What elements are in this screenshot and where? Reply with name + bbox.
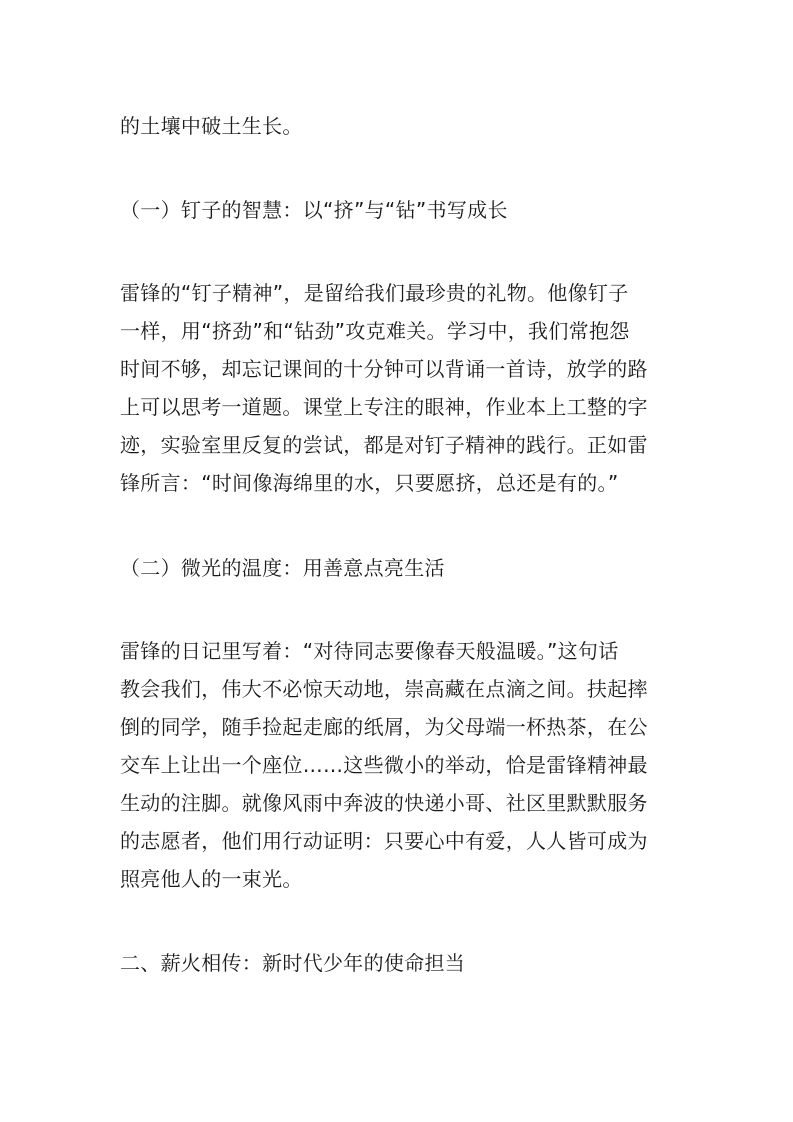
intro-tail-text: 的土壤中破土生长。	[120, 114, 303, 138]
paragraph-line: 交车上让出一个座位……这些微小的举动，恰是雷锋精神最	[120, 753, 648, 777]
paragraph-line: 迹，实验室里反复的尝试，都是对钉子精神的践行。正如雷	[120, 433, 648, 457]
paragraph-line: 时间不够，却忘记课间的十分钟可以背诵一首诗，放学的路	[120, 357, 648, 381]
paragraph-line: 雷锋的“钉子精神”，是留给我们最珍贵的礼物。他像钉子	[120, 281, 629, 305]
paragraph-line: 锋所言：“时间像海绵里的水，只要愿挤，总还是有的。”	[120, 471, 619, 495]
paragraph-line: 雷锋的日记里写着：“对待同志要像春天般温暖。”这句话	[120, 639, 619, 663]
section-two-heading: （二）微光的温度：用善意点亮生活	[120, 556, 445, 580]
paragraph-line: 教会我们，伟大不必惊天动地，崇高藏在点滴之间。扶起摔	[120, 677, 648, 701]
paragraph-line: 生动的注脚。就像风雨中奔波的快递小哥、社区里默默服务	[120, 791, 648, 815]
paragraph-line: 的志愿者，他们用行动证明：只要心中有爱，人人皆可成为	[120, 829, 648, 853]
paragraph-line: 上可以思考一道题。课堂上专注的眼神，作业本上工整的字	[120, 395, 648, 419]
part-two-heading: 二、薪火相传：新时代少年的使命担当	[120, 951, 466, 975]
paragraph-line: 倒的同学，随手捡起走廊的纸屑，为父母端一杯热茶，在公	[120, 715, 648, 739]
paragraph-line: 一样，用“挤劲”和“钻劲”攻克难关。学习中，我们常抱怨	[120, 319, 630, 343]
paragraph-line: 照亮他人的一束光。	[120, 867, 303, 891]
section-one-heading: （一）钉子的智慧：以“挤”与“钻”书写成长	[120, 198, 508, 222]
